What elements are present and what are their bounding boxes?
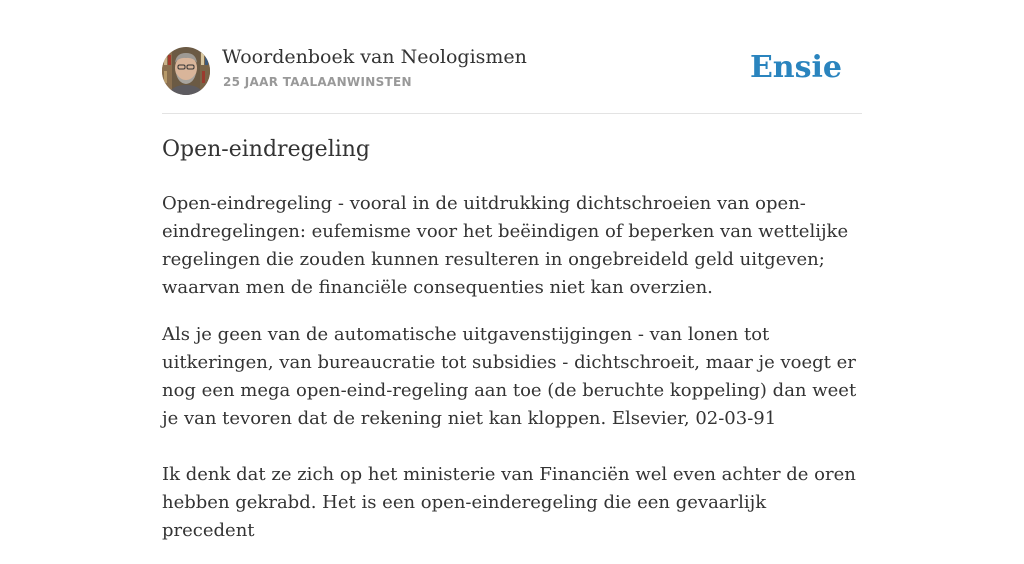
author-portrait-avatar-icon: [162, 47, 210, 95]
avatar[interactable]: [162, 47, 210, 95]
quote-paragraph: Als je geen van de automatische uitgavenstijgingen - van lonen tot uitkeringen, van bureaucratie tot subsidies - dichtschroeit, maar je voegt er nog een mega open-eind-regeling aan toe (de beruchte koppeling) dan weet je van tevoren dat de rekening niet kan kloppen. Elsevier, 02-03-91: [162, 324, 857, 429]
quote-paragraph: Ik denk dat ze zich op het ministerie van Financiën wel even achter de oren hebben gekrabd. Het is een open-einderegeling die een gevaarlijk precedent: [162, 464, 856, 541]
page: [162, 0, 862, 541]
definition-paragraph: Open-eindregeling - vooral in de uitdrukking dichtschroeien van open-eindregelingen: eufemisme voor het beëindigen of beperken van wettelijke regelingen die zouden kunnen resulteren in ongebreideld geld uitgeven; waarvan men de financiële consequenties niet kan overzien.: [162, 193, 849, 298]
site-title[interactable]: Woordenboek van Neologismen: [222, 46, 527, 68]
entry-content: [162, 190, 862, 564]
site-subtitle: 25 JAAR TAALAANWINSTEN: [223, 75, 412, 89]
entry-title: Open-eindregeling: [162, 137, 371, 162]
brand-logo[interactable]: Ensie: [749, 50, 842, 85]
site-header: [162, 0, 862, 114]
